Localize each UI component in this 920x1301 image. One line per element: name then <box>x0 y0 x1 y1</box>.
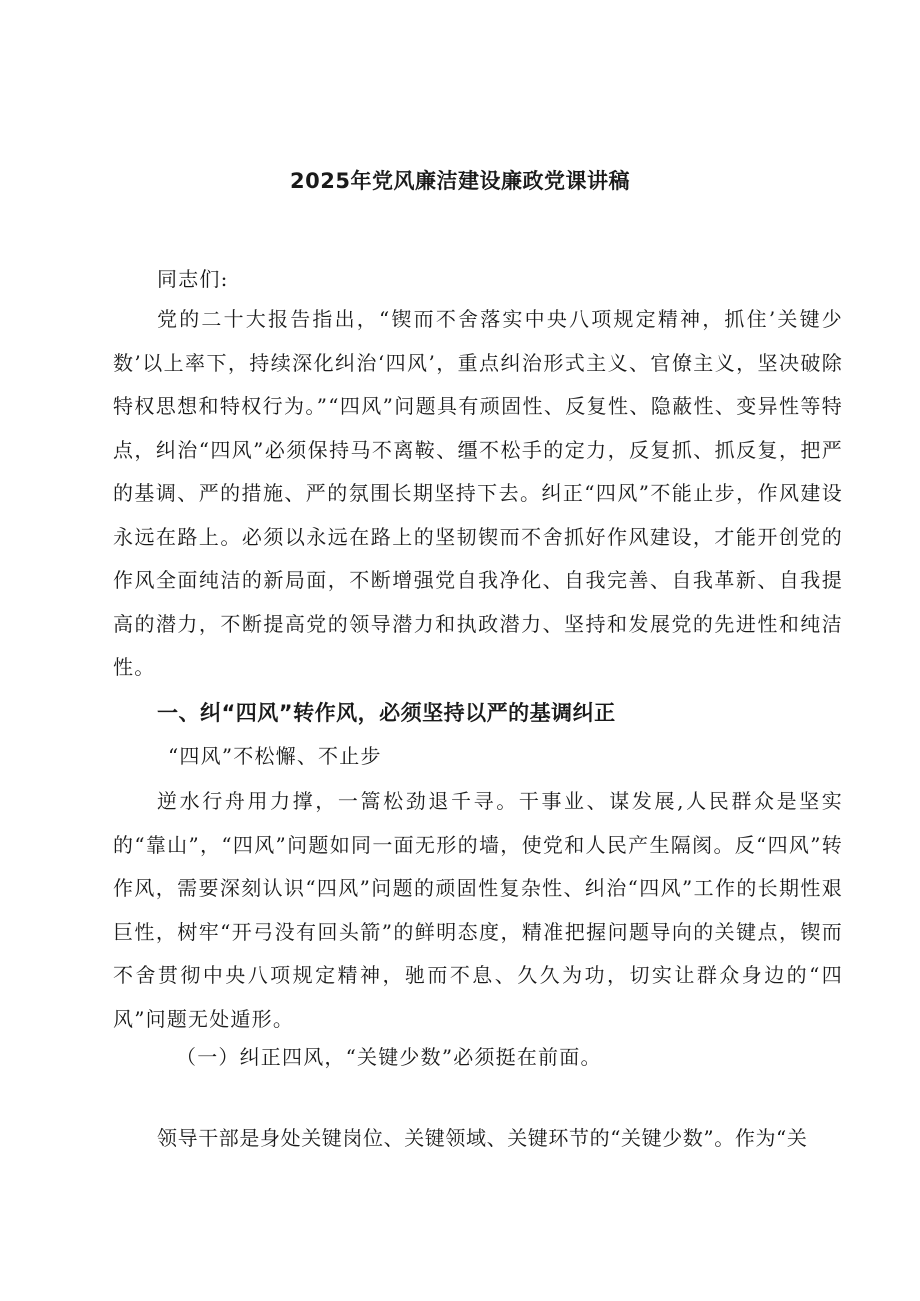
section-heading-1: 一、纠“四风”转作风，必须坚持以严的基调纠正 <box>157 701 616 725</box>
section-subheading: “四风”不松懈、不止步 <box>168 744 382 768</box>
paragraph-intro: 党的二十大报告指出，“锲而不舍落实中央八项规定精神，抓住’关键少数’以上率下，持续深化纠治‘四风’，重点纠治形式主义、官僚主义，坚决破除特权思想和特权行为。”“四风”问题具有顽固性、反复性、隐蔽性、变异性等特点，纠治“四风”必须保持马不离鞍、缰不松手的定力，反复抓、抓反复，把严的基调、严的措施、严的氛围长期坚持下去。纠正“四风”不能止步，作风建设永远在路上。必须以永远在路上的坚韧锲而不舍抓好作风建设，才能开创党的作风全面纯洁的新局面，不断增强党自我净化、自我完善、自我革新、自我提高的潜力，不断提高党的领导潜力和执政潜力、坚持和发展党的先进性和纯洁性。 <box>113 307 843 679</box>
paragraph-section-1: 逆水行舟用力撑，一篙松劲退千寻。干事业、谋发展,人民群众是坚实的“靠山”，“四风”问题如同一面无形的墙，使党和人民产生隔阂。反“四风”转作风，需要深刻认识“四风”问题的顽固性复杂性、纠治“四风”工作的长期性艰巨性，树牢“开弓没有回头箭”的鲜明态度，精准把握问题导向的关键点，锲而不舍贯彻中央八项规定精神，驰而不息、久久为功，切实让群众身边的“四风”问题无处遁形。 <box>113 789 843 1031</box>
document-title: 2025年党风廉洁建设廉政党课讲稿 <box>290 169 630 193</box>
paragraph-subsection-1: 领导干部是身处关键岗位、关键领域、关键环节的“关键少数”。作为“关 <box>157 1126 808 1150</box>
subsection-heading-1: （一）纠正四风，“关键少数”必须挺在前面。 <box>176 1045 602 1069</box>
salutation: 同志们: <box>157 267 229 291</box>
